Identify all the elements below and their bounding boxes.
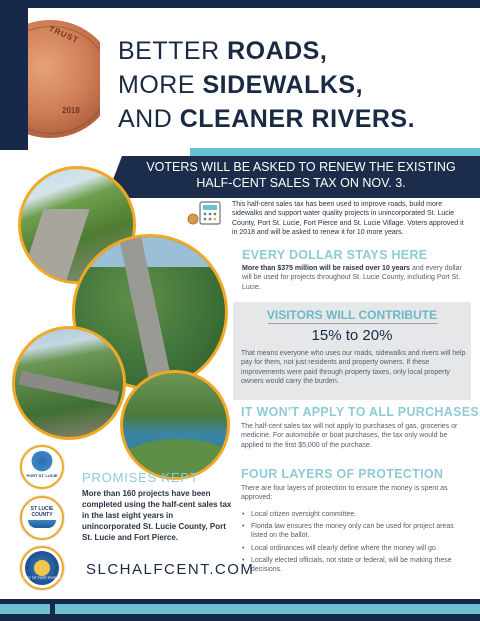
headline-line3-plain: AND — [118, 105, 180, 133]
footer-teal-left — [0, 604, 50, 614]
visitors-body: That means everyone who uses our roads, sidewalks and rivers will help pay for them, not just residents and property owners. If these improvements were paid through property taxes, only local property owners would carry the burden. — [241, 350, 466, 386]
penny-year: 2018 — [62, 106, 80, 115]
banner-line-1: VOTERS WILL BE ASKED TO RENEW THE EXISTING — [146, 160, 456, 174]
st-lucie-county-logo — [20, 496, 64, 540]
slc-line-2: COUNTY — [31, 512, 53, 518]
protection-bullet: • Locally elected officials, not state or federal, will be making these decisions. — [241, 556, 467, 575]
protection-body: There are four layers of protection to ensure the money is spent as approved: — [241, 485, 448, 502]
footer-teal-stripe — [55, 604, 480, 614]
headline-line2-bold: SIDEWALKS, — [202, 71, 364, 99]
headline-line3-bold: CLEANER RIVERS. — [179, 105, 416, 133]
protection-bullet: • Local citizen oversight committee. — [241, 510, 467, 519]
every-dollar-title: EVERY DOLLAR STAYS HERE — [242, 248, 428, 262]
purchases-title: IT WON'T APPLY TO ALL PURCHASES — [241, 405, 479, 419]
heron-icon — [30, 451, 54, 473]
penny-motto: TRUST — [47, 23, 81, 46]
headline — [118, 34, 468, 136]
headline-line2-plain: MORE — [118, 71, 203, 99]
purchases-body: The half-cent sales tax will not apply to purchases of gas, groceries or medicine. For automobile or boat purchases, the tax only would be applied to the first $5,000 of the purchase. — [241, 423, 458, 449]
promises-body: More than 160 projects have been completed using the half-cent sales tax in the last eight years in unincorporated St. Lucie County, Port St. Lucie and Fort Pierce. — [82, 489, 232, 542]
wave-icon — [28, 520, 56, 528]
fort-pierce-logo — [20, 546, 64, 590]
website-link[interactable]: SLCHALFCENT.COM — [86, 561, 255, 578]
protection-title: FOUR LAYERS OF PROTECTION — [241, 467, 444, 481]
headline-line1-plain: BETTER — [118, 37, 228, 65]
top-navy-band — [0, 0, 480, 8]
slc-line-1: ST LUCIE — [30, 506, 54, 512]
promises-title: PROMISES KEPT — [82, 470, 199, 485]
every-dollar-body-rest: and every dollar will be used for projects throughout St. Lucie County, including Port St. Lucie. — [242, 265, 462, 291]
river-photo — [120, 370, 230, 480]
protection-bullet: • Florida law ensures the money only can be used for project areas listed on the ballot. — [241, 522, 467, 541]
penny-coin-image — [28, 20, 100, 138]
port-st-lucie-logo-text: PORT ST. LUCIE — [26, 473, 58, 478]
banner-line-2: HALF-CENT SALES TAX ON NOV. 3. — [196, 176, 406, 190]
headline-line1-bold: ROADS, — [227, 37, 328, 65]
every-dollar-body-bold: More than $375 million will be raised over 10 years — [242, 265, 411, 272]
visitors-title: VISITORS WILL CONTRIBUTE — [266, 308, 438, 322]
protection-bullet: • Local ordinances will clearly define where the money will go. — [241, 544, 467, 553]
left-navy-band — [0, 0, 28, 150]
calculator-icon — [186, 200, 222, 226]
st-lucie-county-logo-text — [22, 506, 62, 518]
vote-banner-text — [122, 159, 480, 191]
visitors-divider — [268, 323, 438, 324]
bridge-aerial-photo — [12, 326, 126, 440]
every-dollar-body — [242, 264, 470, 292]
visitors-percentage: 15% to 20% — [311, 327, 393, 344]
intro-paragraph: This half-cent sales tax has been used to improve roads, build more sidewalks and support water quality projects in unincorporated St. Lucie County, Port St. Lucie, Fort Pierce and St. Lucie Village. Voters approved it in 2018 and will be asked to renew it for 10 more years. — [232, 201, 464, 237]
port-st-lucie-logo — [20, 445, 64, 489]
fort-pierce-logo-text: CITY OF FORT PIERCE — [22, 576, 62, 580]
